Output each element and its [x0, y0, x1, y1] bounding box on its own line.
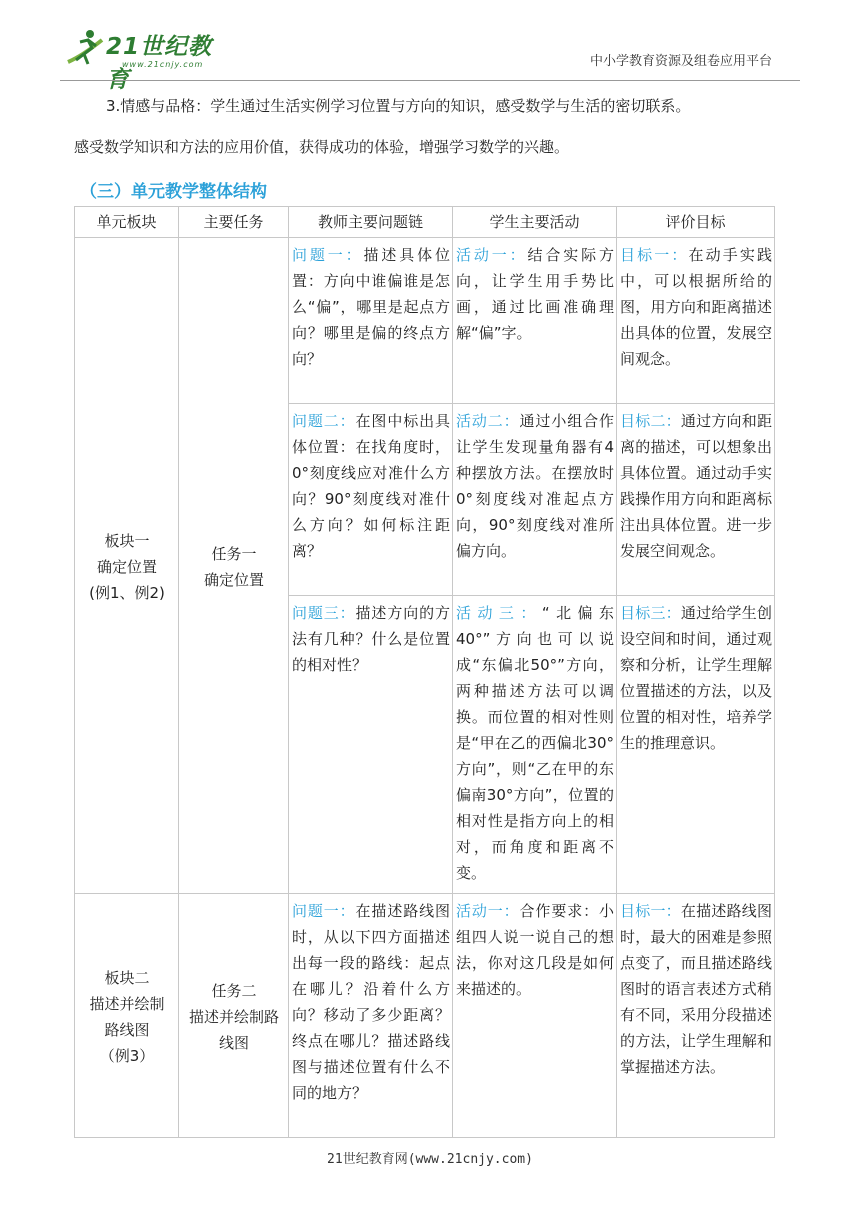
runner-logo-icon [62, 26, 106, 70]
question-cell: 问题二：在图中标出具体位置：在找角度时，0°刻度线应对准什么方向？90°刻度线对准什么方向？如何标注距离？ [289, 404, 453, 596]
header-activity: 学生主要活动 [453, 207, 617, 238]
module-cell: 板块一 确定位置 (例1、例2) [75, 238, 179, 894]
activity-cell: 活动三：“北偏东40°”方向也可以说成“东偏北50°”方向，两种描述方法可以调换。而位置的相对性则是“甲在乙的西偏北30°方向”，则“乙在甲的东偏南30°方向”，位置的相对性是指方向上的相对，而角度和距离不变。 [453, 596, 617, 894]
activity-cell: 活动一：合作要求：小组四人说一说自己的想法，你对这几段是如何来描述的。 [453, 894, 617, 1138]
platform-name: 中小学教育资源及组卷应用平台 [589, 54, 772, 69]
goal-cell: 目标一：在动手实践中，可以根据所给的图，用方向和距离描述出具体的位置，发展空间观念。 [617, 238, 775, 404]
header-divider [60, 80, 800, 81]
table-row [75, 894, 775, 1138]
activity-cell: 活动一：结合实际方向，让学生用手势比画，通过比画准确理解“偏”字。 [453, 238, 617, 404]
header-module: 单元板块 [75, 207, 179, 238]
activity-cell: 活动二：通过小组合作让学生发现量角器有4种摆放方法。在摆放时0°刻度线对准起点方向，90°刻度线对准所偏方向。 [453, 404, 617, 596]
page-header [0, 0, 860, 93]
table-header-row [75, 207, 775, 238]
intro-line-1: 3.情感与品格：学生通过生活实例学习位置与方向的知识，感受数学与生活的密切联系。 [106, 97, 691, 115]
section-title: （三）单元教学整体结构 [80, 182, 267, 202]
table-row [75, 238, 775, 404]
goal-cell: 目标一：在描述路线图时，最大的困难是参照点变了，而且描述路线图时的语言表述方式稍有不同，采用分段描述的方法，让学生理解和掌握描述方法。 [617, 894, 775, 1138]
task-cell: 任务一 确定位置 [179, 238, 289, 894]
question-cell: 问题三：描述方向的方法有几种？什么是位置的相对性？ [289, 596, 453, 894]
logo-url: www.21cnjy.com [122, 60, 204, 69]
logo-text: 21世纪教育 [106, 34, 213, 93]
page-footer: 21世纪教育网(www.21cnjy.com) [327, 1152, 533, 1167]
module-cell: 板块二 描述并绘制 路线图 （例3） [75, 894, 179, 1138]
goal-cell: 目标二：通过方向和距离的描述，可以想象出具体位置。通过动手实践操作用方向和距离标注出具体位置。进一步发展空间观念。 [617, 404, 775, 596]
header-goal: 评价目标 [617, 207, 775, 238]
question-cell: 问题一：在描述路线图时，从以下四方面描述出每一段的路线：起点在哪儿？沿着什么方向？移动了多少距离？终点在哪儿？描述路线图与描述位置有什么不同的地方？ [289, 894, 453, 1138]
question-cell: 问题一：描述具体位置：方向中谁偏谁是怎么“偏”，哪里是起点方向？哪里是偏的终点方向？ [289, 238, 453, 404]
header-task: 主要任务 [179, 207, 289, 238]
logo [62, 26, 232, 93]
header-question: 教师主要问题链 [289, 207, 453, 238]
task-cell: 任务二 描述并绘制路 线图 [179, 894, 289, 1138]
intro-line-2: 感受数学知识和方法的应用价值，获得成功的体验，增强学习数学的兴趣。 [74, 138, 570, 156]
unit-structure-table [74, 206, 775, 1138]
goal-cell: 目标三：通过给学生创设空间和时间，通过观察和分析，让学生理解位置描述的方法，以及位置的相对性，培养学生的推理意识。 [617, 596, 775, 894]
